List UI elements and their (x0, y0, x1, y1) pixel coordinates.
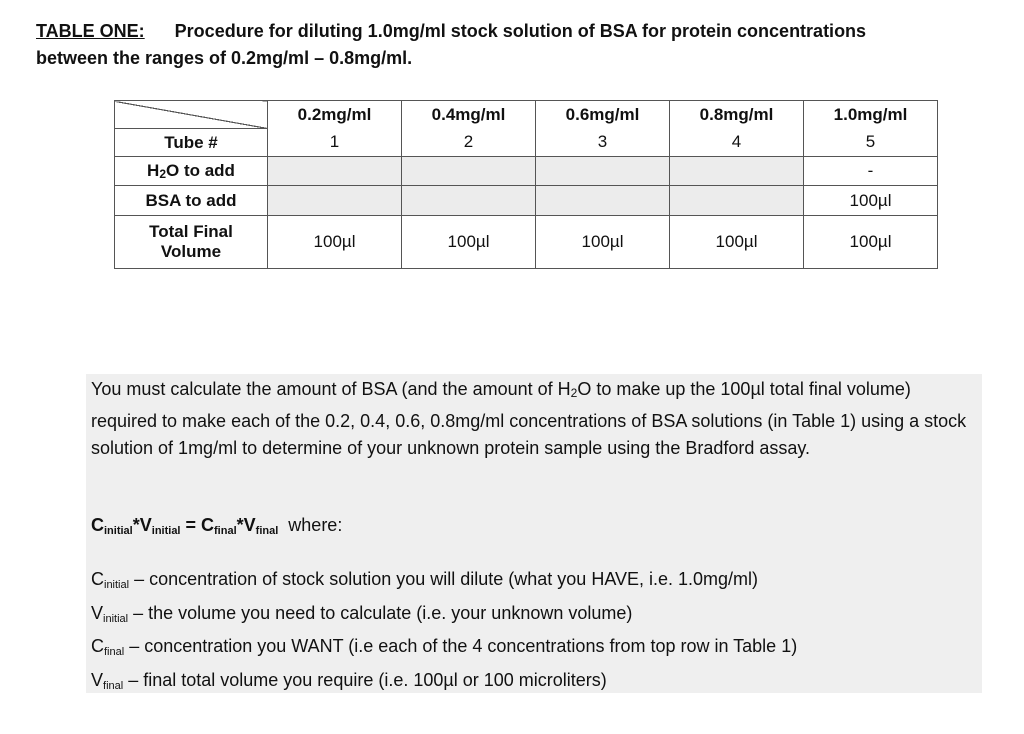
bsa-cell[interactable] (536, 186, 670, 215)
instructions-paragraph: You must calculate the amount of BSA (and the amount of $H_2O$ to make up the 100µl total final volume) required to make each of the 0.2, 0.4, 0.6, 0.8mg/ml concentrations of BSA solutions (in Table 1) using a stock solution of 1mg/ml to determine of your unknown protein sample using the Bradford assay. (91, 379, 967, 458)
total-volume-cell: 100µl (268, 215, 402, 268)
h2o-row (115, 157, 938, 186)
bsa-row (115, 186, 938, 215)
h2o-cell[interactable] (670, 157, 804, 186)
table-label: TABLE ONE: (36, 21, 145, 41)
bsa-cell[interactable] (402, 186, 536, 215)
variable-definitions (91, 566, 797, 700)
where-label: where: (288, 515, 343, 535)
total-volume-cell: 100µl (804, 215, 938, 268)
definition-line: $C_{final}$ – concentration you WANT (i.e each of the 4 concentrations from top row in Table 1) (91, 636, 798, 658)
conc-header: 0.4mg/ml (402, 101, 536, 129)
conc-header: 0.6mg/ml (536, 101, 670, 129)
dilution-formula: $C_{initial}*V_{initial} = C_{final}*V_{final}$ where: (91, 515, 343, 537)
conc-header: 1.0mg/ml (804, 101, 938, 129)
bsa-cell[interactable] (670, 186, 804, 215)
tube-number: 3 (536, 129, 670, 157)
bsa-cell[interactable] (268, 186, 402, 215)
heading-line1: Procedure for diluting 1.0mg/ml stock solution of BSA for protein concentrations (174, 21, 867, 41)
tube-number: 4 (670, 129, 804, 157)
heading-line2: between the ranges of 0.2mg/ml – 0.8mg/ml. (36, 48, 413, 68)
table-heading (36, 18, 996, 72)
h2o-cell[interactable] (268, 157, 402, 186)
total-volume-cell: 100µl (536, 215, 670, 268)
concentration-row (115, 101, 938, 129)
instructions-box (86, 374, 982, 693)
definition-line: $V_{final}$ – final total volume you require (i.e. 100µl or 100 microliters) (91, 669, 607, 692)
tube-number: 5 (804, 129, 938, 157)
diagonal-corner-cell (115, 101, 268, 129)
total-volume-label: Total Final Volume (115, 215, 268, 268)
tube-number: 2 (402, 129, 536, 157)
h2o-cell: - (804, 157, 938, 186)
bsa-label: BSA to add (115, 186, 268, 215)
definition-line: $C_{initial}$ – concentration of stock solution you will dilute (what you HAVE, i.e. 1.0mg/ml) (91, 569, 759, 591)
h2o-cell[interactable] (402, 157, 536, 186)
total-volume-cell: 100µl (670, 215, 804, 268)
tube-row (115, 129, 938, 157)
conc-header: 0.8mg/ml (670, 101, 804, 129)
conc-header: 0.2mg/ml (268, 101, 402, 129)
tube-label: Tube # (115, 129, 268, 157)
dilution-table (114, 100, 938, 269)
definition-line: $V_{initial}$ – the volume you need to calculate (i.e. your unknown volume) (91, 602, 633, 625)
h2o-cell[interactable] (536, 157, 670, 186)
h2o-label: $H_2O$ to add (115, 157, 268, 186)
total-volume-cell: 100µl (402, 215, 536, 268)
tube-number: 1 (268, 129, 402, 157)
bsa-cell: 100µl (804, 186, 938, 215)
total-volume-row (115, 215, 938, 268)
